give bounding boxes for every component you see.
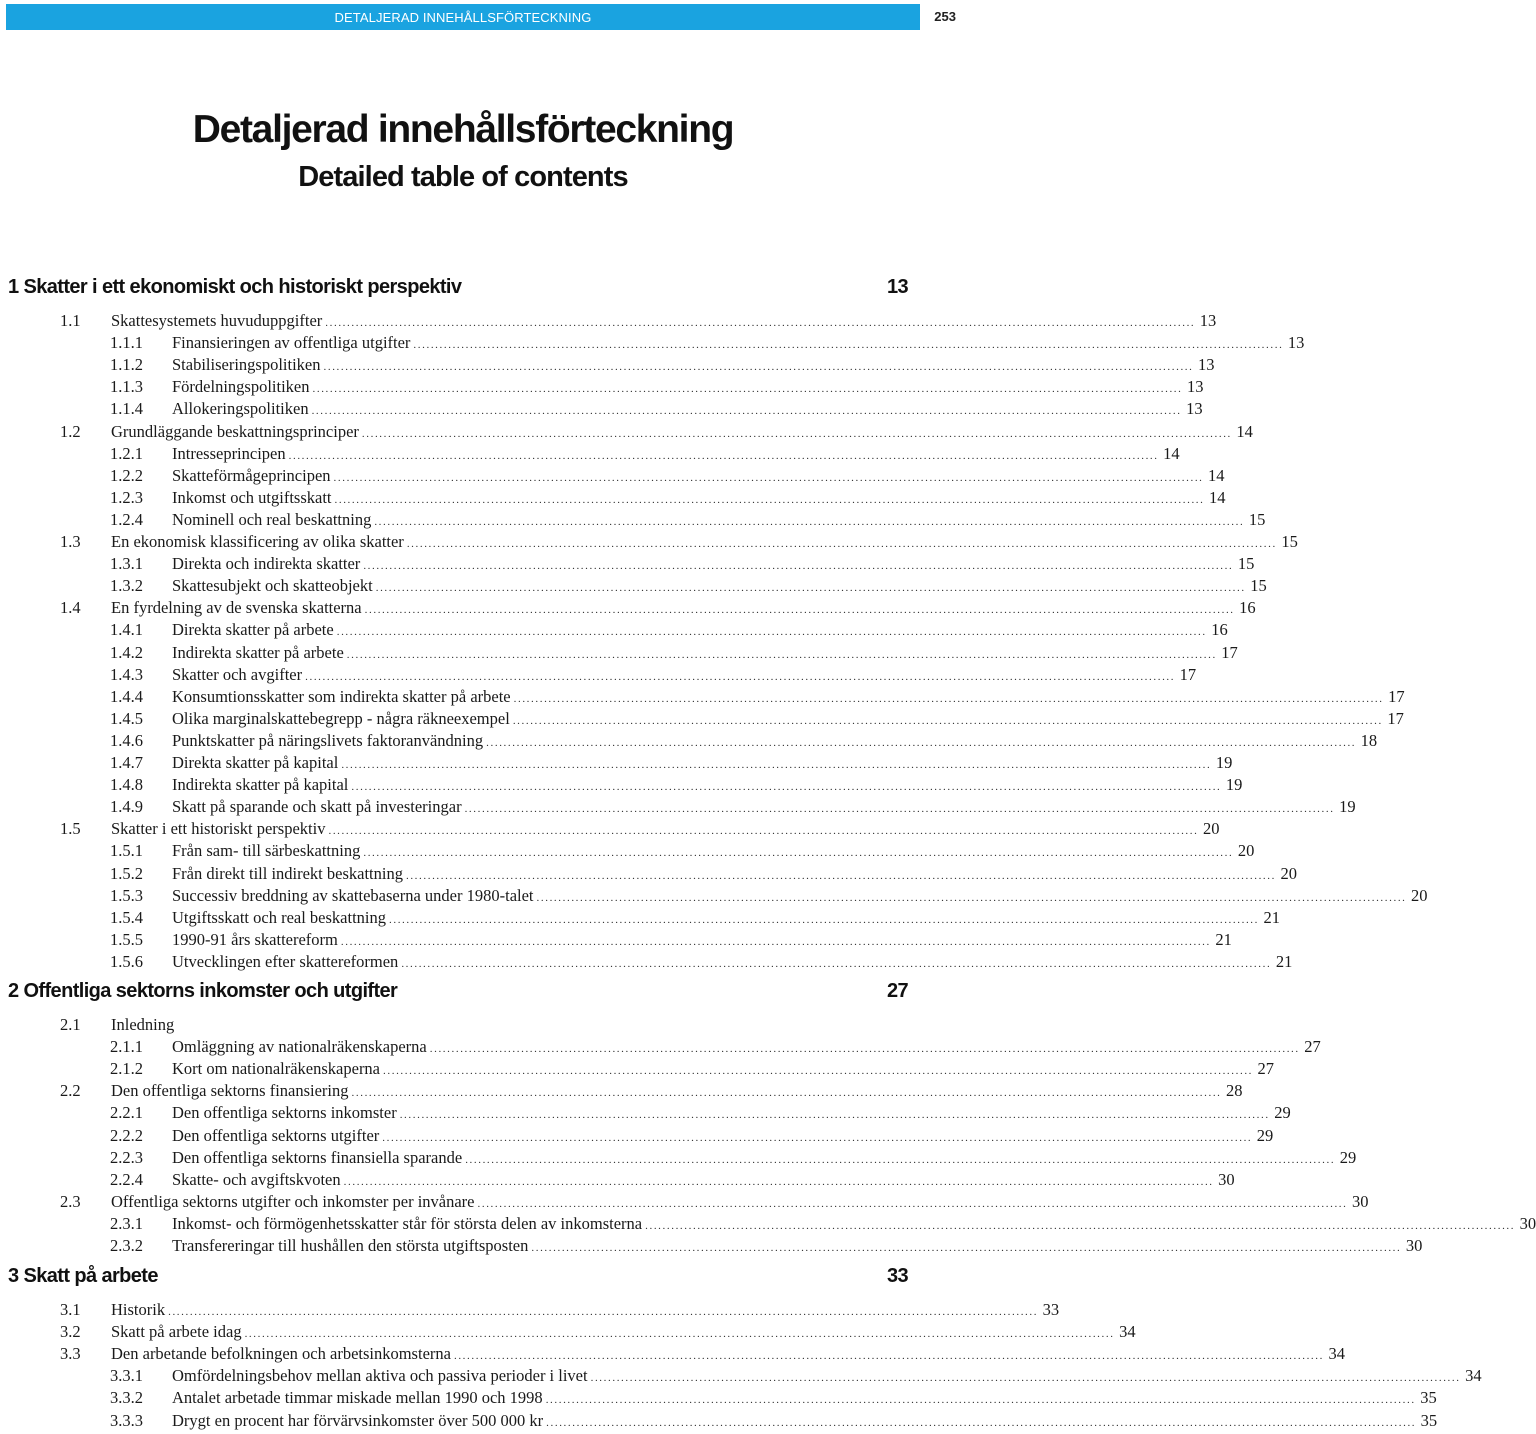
toc-entry[interactable] [60,1191,1369,1213]
dot-leader: ........................................................................................................................................................................................................ [645,1219,1516,1232]
toc-entry-number: 1.4.9 [110,797,143,817]
toc-entry[interactable] [110,929,1232,951]
toc-entry-page: 13 [1287,333,1305,353]
toc-entry-page: 30 [1352,1191,1369,1211]
toc-entry-page: 13 [1199,311,1217,330]
toc-entry-title: Stabiliseringspolitiken [172,355,321,375]
toc-entry-number: 1.5.4 [110,907,143,927]
toc-entry-number: 1.4.2 [110,642,143,662]
toc-entry-title: Omläggning av nationalräkenskaperna [172,1037,427,1057]
toc-entry[interactable] [110,907,1280,929]
toc-entry-number: 1.1.2 [110,355,143,375]
toc-entry-page: 27 [1257,1059,1275,1079]
toc-entry-number: 2.3.2 [110,1236,143,1255]
toc-entry-page: 13 [1198,355,1215,375]
toc-chapter-title: 2 Offentliga sektorns inkomster och utgifter [8,980,398,1002]
toc-entry-title: Skatteförmågeprincipen [172,465,331,485]
toc-entry-number: 1.5 [60,819,81,839]
toc-entry-page: 29 [1274,1103,1291,1123]
toc-entry[interactable] [60,818,1220,840]
toc-entry-number: 1.2.2 [110,465,143,485]
toc-entry[interactable] [60,1299,1060,1321]
toc-entry-page: 20 [1237,841,1255,861]
dot-leader: ........................................................................................................................................................................................................ [383,1065,1254,1078]
toc-entry[interactable] [110,708,1404,730]
dot-leader: ........................................................................................................................................................................................................ [336,626,1207,639]
toc-entry-number: 1.4.8 [110,775,143,795]
toc-entry[interactable] [110,575,1267,597]
toc-entry[interactable] [110,796,1356,818]
dot-leader: ........................................................................................................................................................................................................ [399,1109,1270,1122]
toc-entry[interactable] [110,774,1243,796]
toc-entry-number: 1.5.6 [110,951,143,971]
dot-leader: ........................................................................................................................................................................................................ [168,1306,1039,1318]
toc-entry[interactable] [110,487,1226,509]
toc-entry-number: 1.5.5 [110,929,143,949]
dot-leader: ........................................................................................................................................................................................................ [413,339,1284,352]
toc-entry-title: Skattesystemets huvuduppgifter [111,311,323,330]
toc-entry-title: Offentliga sektorns utgifter och inkomster per invånare [111,1191,475,1211]
toc-entry-page: 18 [1360,730,1378,750]
toc-entry-number: 1.4.1 [110,620,143,640]
toc-entry[interactable] [60,310,1217,332]
toc-entry-page: 17 [1221,642,1238,662]
toc-entry[interactable] [60,597,1256,619]
dot-leader: ........................................................................................................................................................................................................ [465,1153,1336,1166]
toc-entry-number: 1.3.2 [110,576,143,596]
toc-entry-page: 27 [1304,1037,1321,1057]
toc-entry-number: 3.3.3 [110,1410,143,1430]
dot-leader: ........................................................................................................................................................................................................ [340,935,1211,948]
toc-entry-title: Skatt på sparande och skatt på investeringar [172,797,462,817]
toc-entry[interactable] [110,1036,1321,1058]
toc-entry-page: 13 [1186,399,1203,419]
toc-entry-page: 14 [1163,443,1180,463]
toc-entry[interactable] [110,1410,1438,1432]
page-subtitle: Detailed table of contents [298,161,628,193]
toc-entry-page: 14 [1236,421,1253,441]
toc-entry-number: 1.2 [60,421,81,441]
toc-entry-number: 2.1 [60,1015,81,1034]
toc-entry-title: Transfereringar till hushållen den största utgiftsposten [172,1236,529,1255]
dot-leader: ........................................................................................................................................................................................................ [351,781,1222,794]
toc-entry-page: 16 [1239,598,1256,618]
toc-entry[interactable] [110,332,1305,354]
toc-entry[interactable] [110,376,1204,398]
toc-entry-title: Skatter i ett historiskt perspektiv [111,819,326,839]
toc-entry[interactable] [110,1058,1275,1080]
toc-entry-number: 2.2.3 [110,1147,143,1167]
toc-entry[interactable] [110,686,1405,708]
toc-entry-title: Olika marginalskattebegrepp - några räkneexempel [172,708,510,728]
running-header-title: DETALJERAD INNEHÅLLSFÖRTECKNING [334,10,592,25]
toc-entry-page: 14 [1208,465,1225,485]
toc-entry[interactable] [110,509,1266,531]
toc-chapter-title: 1 Skatter i ett ekonomiskt och historiskt perspektiv [8,276,462,298]
dot-leader: ........................................................................................................................................................................................................ [401,957,1272,970]
toc-entry-title: Den offentliga sektorns utgifter [172,1125,380,1145]
toc-entry-title: Grundläggande beskattningsprinciper [111,421,359,441]
toc-entry-title: Finansieringen av offentliga utgifter [172,333,411,353]
toc-entry-number: 3.3.2 [110,1388,143,1408]
toc-entry-number: 1.2.1 [110,443,143,463]
toc-entry-page: 21 [1215,929,1232,949]
toc-entry-title: 1990-91 års skattereform [172,929,338,949]
dot-leader: ........................................................................................................................................................................................................ [333,471,1204,484]
toc-entry[interactable] [110,885,1428,907]
toc-entry-number: 1.4.5 [110,708,143,728]
dot-leader: ........................................................................................................................................................................................................ [405,869,1276,882]
toc-entry-page: 15 [1250,576,1267,596]
toc-entry-page: 33 [1042,1300,1060,1319]
toc-entry-title: Punktskatter på näringslivets faktoranvändning [172,730,484,750]
dot-leader: ........................................................................................................................................................................................................ [334,493,1205,506]
toc-entry-number: 3.3.1 [110,1366,143,1386]
toc-entry-title: Skattesubjekt och skatteobjekt [172,576,373,596]
toc-entry-title: Utgiftsskatt och real beskattning [172,907,386,927]
toc-entry-title: Inkomst- och förmögenhetsskatter står för största delen av inkomsterna [172,1213,643,1233]
toc-entry-title: Inkomst och utgiftsskatt [172,487,332,507]
toc-entry[interactable] [110,1365,1482,1387]
toc-entry-number: 1.2.3 [110,487,143,507]
toc-entry-page: 21 [1275,951,1293,971]
toc-entry-number: 1.1.4 [110,399,143,419]
toc-entry-number: 1.5.1 [110,841,143,861]
toc-entry-page: 15 [1237,554,1255,574]
toc-entry-page: 19 [1215,753,1233,772]
toc-entry-number: 2.1.2 [110,1059,143,1079]
toc-entry[interactable] [110,619,1228,641]
toc-entry-title: Den arbetande befolkningen och arbetsinkomsterna [111,1344,451,1364]
toc-entry[interactable] [110,1169,1235,1191]
toc-entry-title: Den offentliga sektorns inkomster [172,1103,397,1123]
toc-chapter[interactable] [8,1265,908,1293]
toc-entry-title: Indirekta skatter på kapital [172,775,349,795]
toc-entry[interactable] [110,465,1225,487]
toc-entry-page: 20 [1411,885,1428,905]
toc-entry[interactable] [110,443,1180,465]
toc-entry-title: Skatter och avgifter [172,664,303,684]
dot-leader: ........................................................................................................................................................................................................ [512,714,1383,727]
toc-entry-page: 17 [1387,708,1404,728]
dot-leader: ........................................................................................................................................................................................................ [513,692,1384,705]
toc-chapter-page: 13 [886,276,908,298]
toc-entry-title: Historik [111,1300,166,1319]
toc-entry-number: 1.4.3 [110,664,143,684]
toc-entry-title: Allokeringspolitiken [172,399,309,419]
toc-entry-page: 30 [1405,1236,1423,1255]
toc-entry-page: 34 [1328,1344,1345,1364]
toc-entry-title: Den offentliga sektorns finansiering [111,1081,349,1101]
toc-entry-number: 1.2.4 [110,509,143,529]
toc-entry-title: Den offentliga sektorns finansiella sparande [172,1147,463,1167]
toc-entry-title: En fyrdelning av de svenska skatterna [111,598,362,618]
page-number: 253 [934,9,956,24]
toc-entry[interactable] [60,1080,1243,1102]
toc-entry-number: 2.2.2 [110,1125,143,1145]
toc-entry-title: Indirekta skatter på arbete [172,642,344,662]
toc-entry-page: 28 [1226,1081,1243,1101]
dot-leader: ........................................................................................................................................................................................................ [288,449,1159,462]
dot-leader: ........................................................................................................................................................................................................ [346,648,1217,661]
toc-entry-number: 2.1.1 [110,1037,143,1057]
toc-entry-number: 3.2 [60,1322,81,1342]
dot-leader: ........................................................................................................................................................................................................ [312,383,1183,396]
toc-entry-number: 1.1.1 [110,333,143,353]
toc-entry-number: 2.3 [60,1191,81,1211]
toc-entry-title: En ekonomisk klassificering av olika skatter [111,532,404,551]
toc-entry-page: 34 [1119,1322,1136,1342]
toc-chapter[interactable] [8,276,908,304]
toc-entry-number: 2.2.1 [110,1103,143,1123]
dot-leader: ........................................................................................................................................................................................................ [364,604,1235,617]
toc-entry[interactable] [110,1235,1423,1257]
toc-entry[interactable] [110,642,1238,664]
toc-entry-page: 20 [1202,819,1220,839]
toc-chapter-title: 3 Skatt på arbete [8,1265,158,1287]
toc-entry[interactable] [60,1014,908,1036]
dot-leader: ........................................................................................................................................................................................................ [341,759,1212,771]
toc-entry[interactable] [110,863,1297,885]
dot-leader: ........................................................................................................................................................................................................ [343,1175,1214,1188]
toc-entry-title: Direkta skatter på kapital [172,753,339,772]
dot-leader: ........................................................................................................................................................................................................ [429,1043,1300,1056]
toc-entry-page: 21 [1263,907,1280,927]
toc-entry[interactable] [60,421,1253,443]
toc-entry-page: 35 [1420,1410,1438,1430]
toc-entry-title: Konsumtionsskatter som indirekta skatter på arbete [172,686,511,706]
toc-entry-number: 2.2 [60,1081,81,1101]
toc-entry-title: Drygt en procent har förvärvsinkomster över 500 000 kr [172,1410,544,1430]
toc-entry-page: 30 [1519,1213,1536,1233]
toc-entry[interactable] [110,553,1255,575]
dot-leader: ........................................................................................................................................................................................................ [406,538,1277,550]
dot-leader: ........................................................................................................................................................................................................ [363,560,1234,573]
toc-entry[interactable] [60,531,1298,553]
toc-entry-page: 19 [1339,797,1356,817]
toc-entry[interactable] [110,1125,1274,1147]
toc-entry[interactable] [110,1102,1291,1124]
toc-entry-title: Direkta och indirekta skatter [172,554,361,574]
dot-leader: ........................................................................................................................................................................................................ [323,361,1194,374]
toc-entry-title: Successiv breddning av skattebaserna under 1980-talet [172,885,534,905]
toc-entry-number: 3.3 [60,1344,81,1364]
toc-entry-page: 20 [1280,863,1297,883]
toc-entry-title: Omfördelningsbehov mellan aktiva och passiva perioder i livet [172,1366,588,1386]
toc-entry[interactable] [110,1147,1357,1169]
toc-entry[interactable] [110,752,1233,774]
toc-entry[interactable] [110,730,1378,752]
toc-entry-title: Inledning [111,1015,175,1034]
toc-entry-page: 15 [1281,532,1298,551]
toc-entry-number: 3.1 [60,1300,81,1319]
toc-entry[interactable] [110,951,1293,973]
dot-leader: ........................................................................................................................................................................................................ [531,1242,1402,1254]
toc-entry-page: 30 [1218,1169,1235,1189]
toc-entry-number: 1.4.6 [110,730,143,750]
dot-leader: ........................................................................................................................................................................................................ [486,736,1357,749]
toc-entry-number: 1.4 [60,598,81,618]
toc-entry-number: 1.3 [60,532,81,551]
dot-leader: ........................................................................................................................................................................................................ [382,1131,1253,1144]
toc-entry-page: 16 [1211,620,1228,640]
toc-entry[interactable] [110,354,1215,376]
dot-leader: ........................................................................................................................................................................................................ [464,803,1335,816]
dot-leader: ........................................................................................................................................................................................................ [328,825,1199,838]
toc-entry-number: 2.2.4 [110,1169,143,1189]
toc-entry-page: 34 [1465,1366,1482,1386]
toc-entry-title: Direkta skatter på arbete [172,620,334,640]
toc-entry-number: 1.1 [60,311,81,330]
toc-entry-title: Kort om nationalräkenskaperna [172,1059,381,1079]
toc-chapter[interactable] [8,980,908,1008]
toc-entry-title: Nominell och real beskattning [172,509,372,529]
toc-entry-page: 17 [1179,664,1197,684]
toc-entry-title: Skatte- och avgiftskvoten [172,1169,341,1189]
toc-entry-page: 35 [1420,1388,1437,1408]
dot-leader: ........................................................................................................................................................................................................ [311,405,1182,418]
toc-entry[interactable] [110,840,1255,862]
toc-entry-title: Antalet arbetade timmar miskade mellan 1990 och 1998 [172,1388,543,1408]
toc-entry-page: 13 [1187,377,1204,397]
toc-entry-number: 1.5.2 [110,863,143,883]
toc-chapter-page: 27 [886,980,908,1002]
dot-leader: ........................................................................................................................................................................................................ [305,670,1176,683]
toc-entry[interactable] [60,1343,1345,1365]
toc-entry-number: 1.5.3 [110,885,143,905]
dot-leader: ........................................................................................................................................................................................................ [363,847,1234,860]
toc-entry-number: 1.1.3 [110,377,143,397]
toc-entry-number: 1.3.1 [110,554,143,574]
dot-leader: ........................................................................................................................................................................................................ [389,913,1259,926]
dot-leader: ........................................................................................................................................................................................................ [536,891,1407,904]
dot-leader: ........................................................................................................................................................................................................ [545,1394,1416,1407]
toc-entry-page: 15 [1248,509,1266,529]
toc-entry-page: 29 [1339,1147,1357,1167]
toc-entry-title: Från direkt till indirekt beskattning [172,863,403,883]
toc-entry-title: Utvecklingen efter skattereformen [172,951,399,971]
dot-leader: ........................................................................................................................................................................................................ [351,1087,1222,1100]
toc-entry-number: 2.3.1 [110,1213,143,1233]
dot-leader: ........................................................................................................................................................................................................ [546,1416,1417,1429]
toc-entry[interactable] [110,664,1197,686]
toc-entry[interactable] [60,1321,1136,1343]
dot-leader: ........................................................................................................................................................................................................ [590,1372,1461,1385]
dot-leader: ........................................................................................................................................................................................................ [374,515,1245,528]
toc-entry[interactable] [110,1387,1437,1409]
toc-entry-number: 1.4.4 [110,686,143,706]
page-title: Detaljerad innehållsförteckning [192,108,734,151]
toc-entry-page: 17 [1388,686,1405,706]
toc-chapter-page: 33 [886,1265,908,1287]
dot-leader: ........................................................................................................................................................................................................ [375,582,1246,595]
dot-leader: ........................................................................................................................................................................................................ [453,1350,1324,1363]
toc-entry-page: 19 [1225,775,1243,795]
toc-entry-title: Från sam- till särbeskattning [172,841,361,861]
toc-entry-title: Fördelningspolitiken [172,377,310,397]
toc-entry[interactable] [110,1213,1536,1235]
dot-leader: ........................................................................................................................................................................................................ [361,427,1232,440]
toc-entry-page: 29 [1256,1125,1274,1145]
toc-entry-page: 14 [1209,487,1226,507]
toc-entry[interactable] [110,398,1203,420]
dot-leader: ........................................................................................................................................................................................................ [244,1328,1115,1341]
toc-entry-number: 1.4.7 [110,753,143,772]
toc-entry-title: Intresseprincipen [172,443,286,463]
dot-leader: ........................................................................................................................................................................................................ [325,317,1196,329]
toc-entry-title: Skatt på arbete idag [111,1322,242,1342]
dot-leader: ........................................................................................................................................................................................................ [477,1197,1348,1210]
